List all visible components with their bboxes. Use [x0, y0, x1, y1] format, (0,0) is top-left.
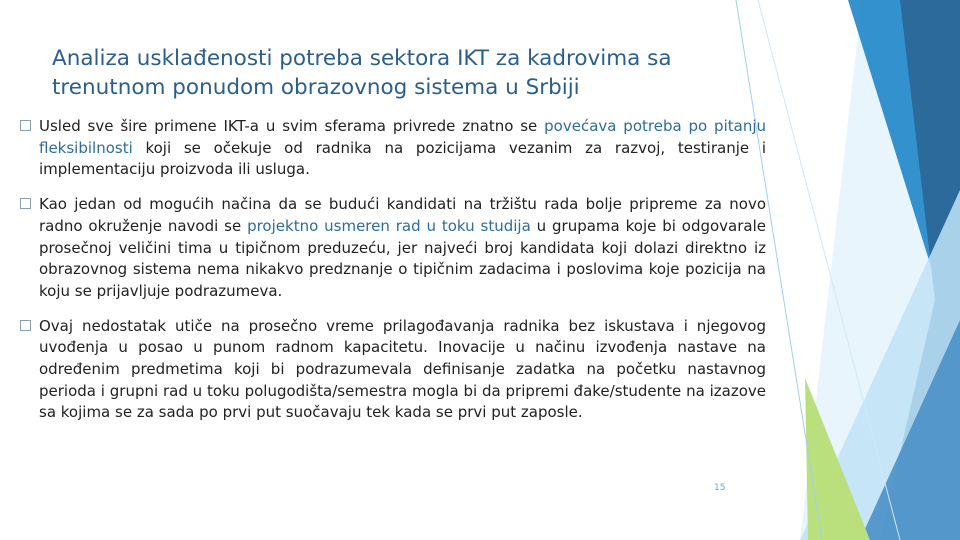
bullet-box-icon: [20, 320, 31, 331]
page-number: 15: [714, 483, 726, 493]
bullet-text: koji se očekuje od radnika na pozicijama vezanim za razvoj, testiranje i implementaciju proizvoda ili usluga.: [39, 138, 766, 179]
slide-title: Analiza usklađenosti potreba sektora IKT za kadrovima sa trenutnom ponudom obrazovnog sistema u Srbiji: [52, 46, 672, 100]
bullet-text: u grupama koje bi odgovarale prosečnoj veličini tima u tipičnom preduzeću, jer najveći broj kandidata koji dolazi direktno iz obrazovnog sistema nema nikakvo predznanje o tipičnim zadacima i poslovima koje pozicija na koju se prijavljuje podrazumeva.: [39, 216, 766, 300]
bullet-text: Usled sve šire primene IKT-a u svim sferama privrede znatno se: [39, 117, 545, 135]
bullet-item: [20, 116, 766, 181]
bullet-box-icon: [20, 120, 31, 131]
bullet-item: [20, 316, 766, 425]
bullet-box-icon: [20, 198, 31, 209]
bullet-list: [20, 116, 766, 437]
bullet-highlight: povećava potreba po pitanju fleksibilnosti: [39, 117, 766, 157]
bullet-highlight: projektno usmeren rad u toku studija: [247, 216, 531, 235]
bullet-text: Kao jedan od mogućih načina da se budući kandidati na tržištu rada bolje pripreme za novo radno okruženje navodi se: [39, 195, 766, 235]
bullet-text: Ovaj nedostatak utiče na prosečno vreme prilagođavanja radnika bez iskustava i njegovog uvođenja u posao u punom radnom kapacitetu. Inovacije u načinu izvođenja nastave na određenim predmetima koji bi podrazumevala definisanje zadatka na početku nastavnog perioda i grupni rad u toku polugodišta/semestra mogla bi da pripremi đake/studente na izazove sa kojima se za sada po prvi put suočavaju tek kada se prvi put zaposle.: [39, 316, 766, 422]
bullet-item: [20, 194, 766, 303]
